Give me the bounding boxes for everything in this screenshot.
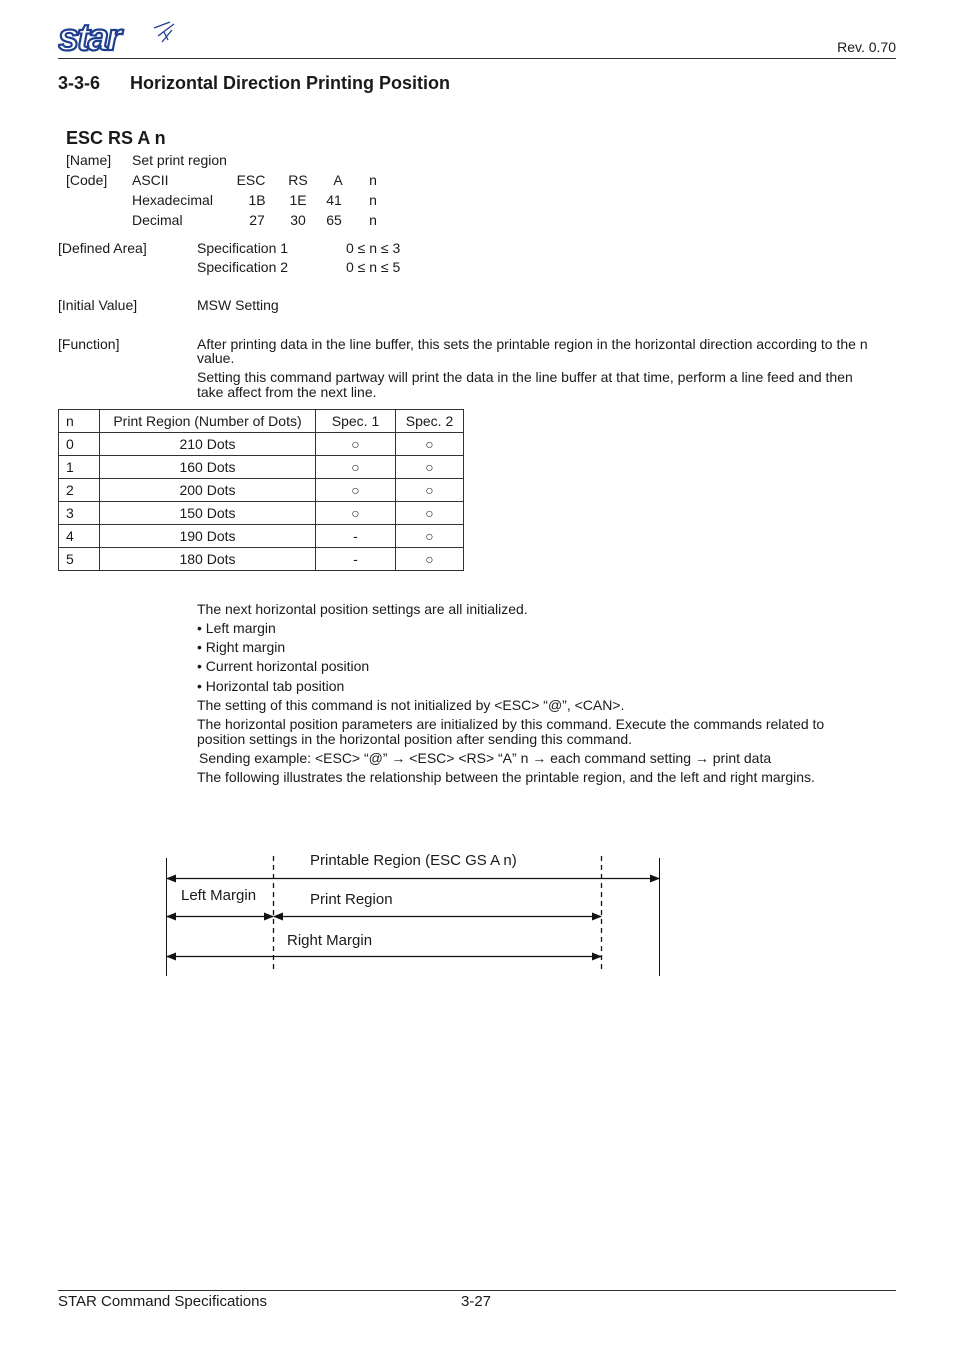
code-cell: 1E xyxy=(289,192,307,208)
note-bullet: • Horizontal tab position xyxy=(197,678,345,694)
table-row xyxy=(59,456,464,479)
note-text: The horizontal position parameters are initialized by this command. Execute the commands related to xyxy=(197,716,825,732)
command-title: ESC RS A n xyxy=(66,128,166,148)
table-cell: ○ xyxy=(316,502,396,525)
left-margin-label: Left Margin xyxy=(181,887,257,904)
code-cell: ESC xyxy=(236,172,266,188)
table-cell: - xyxy=(316,525,396,548)
code-label: [Code] xyxy=(66,172,108,188)
table-cell: ○ xyxy=(316,433,396,456)
defined-area-range: 0 ≤ n ≤ 3 xyxy=(346,240,401,256)
table-cell: 200 Dots xyxy=(100,479,316,502)
table-cell: 2 xyxy=(59,479,100,502)
table-cell: 0 xyxy=(59,433,100,456)
code-cell: n xyxy=(369,212,377,228)
note-bullet: • Left margin xyxy=(197,620,276,636)
print-region-table xyxy=(58,409,464,571)
table-cell: 190 Dots xyxy=(100,525,316,548)
note-bullet: • Right margin xyxy=(197,639,286,655)
table-cell: 4 xyxy=(59,525,100,548)
table-cell: ○ xyxy=(396,479,464,502)
section-number: 3-3-6 xyxy=(58,73,101,93)
code-cell: 27 xyxy=(249,212,265,228)
revision: Rev. 0.70 xyxy=(837,39,896,55)
svg-text:star: star xyxy=(58,20,120,56)
code-cell: n xyxy=(369,172,377,188)
code-cell: 1B xyxy=(248,192,266,208)
table-row xyxy=(59,479,464,502)
code-cell: 41 xyxy=(326,192,342,208)
right-margin-label: Right Margin xyxy=(287,932,373,949)
note-text: Sending example: <ESC> “@” → <ESC> <RS> “A” n → each command setting → print data xyxy=(199,750,772,766)
footer-rule xyxy=(58,1290,896,1291)
code-cell: 65 xyxy=(326,212,342,228)
note-text: The next horizontal position settings are all initialized. xyxy=(197,601,528,617)
defined-area-range: 0 ≤ n ≤ 5 xyxy=(346,259,401,275)
table-cell: 3 xyxy=(59,502,100,525)
name-value: Set print region xyxy=(132,152,227,168)
table-cell: 210 Dots xyxy=(100,433,316,456)
section-title xyxy=(58,73,450,94)
code-cell: n xyxy=(369,192,377,208)
function-text: Setting this command partway will print the data in the line buffer at that time, perform a line feed and then xyxy=(197,369,853,385)
code-type: Decimal xyxy=(132,212,183,228)
star-logo xyxy=(58,20,176,56)
page-number: 3-27 xyxy=(461,1293,492,1310)
table-cell: ○ xyxy=(396,456,464,479)
table-cell: ○ xyxy=(316,456,396,479)
table-header: Spec. 1 xyxy=(316,410,396,433)
defined-area-spec: Specification 1 xyxy=(197,240,289,256)
table-cell: ○ xyxy=(396,525,464,548)
code-cell: RS xyxy=(288,172,308,188)
table-cell: ○ xyxy=(316,479,396,502)
table-cell: 150 Dots xyxy=(100,502,316,525)
table-cell: 160 Dots xyxy=(100,456,316,479)
table-cell: - xyxy=(316,548,396,571)
table-cell: ○ xyxy=(396,548,464,571)
table-header: Print Region (Number of Dots) xyxy=(100,410,316,433)
table-cell: 5 xyxy=(59,548,100,571)
table-row xyxy=(59,433,464,456)
table-row xyxy=(59,525,464,548)
initial-value: MSW Setting xyxy=(197,297,279,313)
code-type: ASCII xyxy=(132,172,169,188)
table-cell: 1 xyxy=(59,456,100,479)
note-text: position settings in the horizontal position after sending this command. xyxy=(197,731,633,747)
code-cell: 30 xyxy=(290,212,306,228)
section-heading: Horizontal Direction Printing Position xyxy=(130,73,451,93)
note-text: The following illustrates the relationship between the printable region, and the left and right margins. xyxy=(197,769,815,785)
function-text: value. xyxy=(197,350,235,366)
header-rule xyxy=(58,58,896,59)
table-row xyxy=(59,548,464,571)
footer-title: STAR Command Specifications xyxy=(58,1293,267,1310)
printable-region-label: Printable Region (ESC GS A n) xyxy=(310,852,517,869)
code-cell: A xyxy=(333,172,343,188)
table-cell: ○ xyxy=(396,433,464,456)
note-text: The setting of this command is not initialized by <ESC> “@”, <CAN>. xyxy=(197,697,625,713)
print-region-label: Print Region xyxy=(310,891,393,908)
table-header: n xyxy=(59,410,100,433)
function-label: [Function] xyxy=(58,336,120,352)
note-bullet: • Current horizontal position xyxy=(197,658,370,674)
table-header: Spec. 2 xyxy=(396,410,464,433)
table-row xyxy=(59,502,464,525)
defined-area-spec: Specification 2 xyxy=(197,259,289,275)
table-cell: ○ xyxy=(396,502,464,525)
initial-value-label: [Initial Value] xyxy=(58,297,138,313)
table-cell: 180 Dots xyxy=(100,548,316,571)
function-text: After printing data in the line buffer, this sets the printable region in the horizontal direction according to the n xyxy=(197,336,868,352)
name-label: [Name] xyxy=(66,152,112,168)
function-text: take affect from the next line. xyxy=(197,384,377,400)
defined-area-label: [Defined Area] xyxy=(58,240,147,256)
table-header-row xyxy=(59,410,464,433)
margin-diagram xyxy=(160,850,670,982)
code-type: Hexadecimal xyxy=(132,192,213,208)
